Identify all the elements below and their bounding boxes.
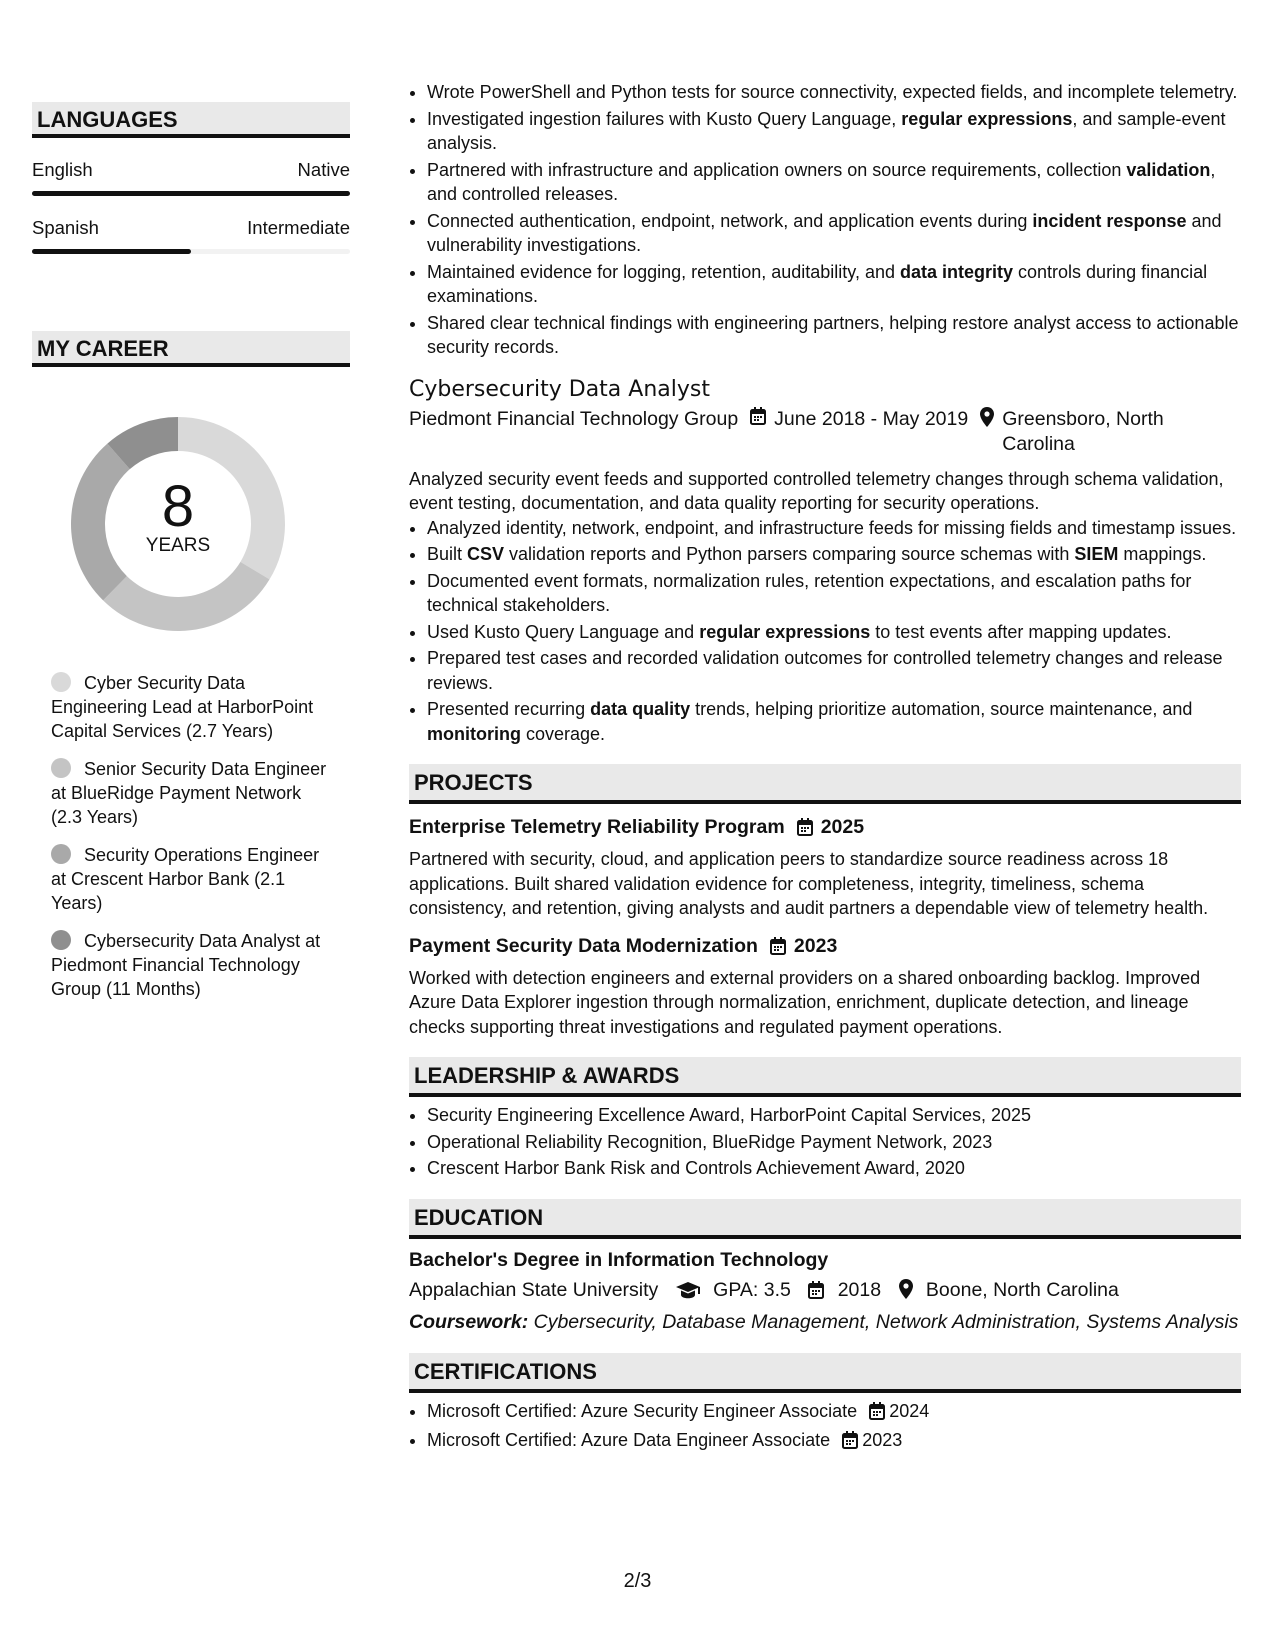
bullet-item	[427, 646, 1241, 695]
legend-dot	[51, 758, 71, 778]
education-location: Boone, North Carolina	[925, 1278, 1119, 1301]
career-legend-item	[51, 757, 331, 829]
language-name: English	[32, 159, 93, 180]
award-item: • Crescent Harbor Bank Risk and Controls Achievement Award, 2020	[427, 1156, 1241, 1181]
page-number: 2/3	[623, 1570, 652, 1592]
job-company: Piedmont Financial Technology Group	[409, 407, 739, 430]
bullet-emphasis: data quality	[590, 699, 691, 719]
project-title: Payment Security Data Modernization	[409, 934, 758, 957]
certification-year: 2023	[862, 1430, 903, 1450]
language-proficiency-bar	[32, 191, 350, 196]
language-proficiency-bar	[32, 249, 350, 254]
bullet-emphasis: SIEM	[1074, 544, 1119, 564]
legend-dot	[51, 844, 71, 864]
calendar-icon	[770, 936, 786, 962]
bullet-text: Investigated ingestion failures with Kusto Query Language,	[427, 108, 902, 129]
left-column	[32, 102, 350, 1015]
certification-item	[427, 1428, 1241, 1456]
location-pin-icon	[980, 407, 994, 457]
certifications-list	[409, 1399, 1241, 1456]
bullet-emphasis: monitoring	[427, 723, 521, 744]
career-legend-label: Senior Security Data Engineer at BlueRidge Payment Network (2.3 Years)	[51, 759, 327, 827]
bullet-text: validation reports and Python parsers comparing source schemas with	[504, 544, 1075, 564]
bullet-item	[427, 107, 1241, 156]
education-coursework	[409, 1310, 1241, 1335]
career-legend-item	[51, 843, 331, 915]
language-name: Spanish	[32, 217, 99, 238]
education-heading: EDUCATION	[409, 1199, 1241, 1239]
project-description: Worked with detection engineers and external providers on a shared onboarding backlog. Improved Azure Data Explorer ingestion through normalization, enrichment, duplicate detection, and lineage checks supporting threat investigations and regulated payment operations.	[409, 967, 1201, 1037]
bullet-text: Built	[427, 544, 468, 564]
career-total-unit: YEARS	[145, 535, 211, 556]
bullet-text: , and controlled releases.	[427, 159, 1216, 204]
language-proficiency-fill	[32, 249, 191, 254]
bullet-text: and vulnerability investigations.	[427, 210, 1222, 255]
career-legend-item	[51, 929, 331, 1001]
career-legend	[32, 671, 350, 1001]
bullet-text: Analyzed identity, network, endpoint, and infrastructure feeds for missing fields and timestamp issues.	[427, 517, 1237, 538]
coursework-text: Cybersecurity, Database Management, Network Administration, Systems Analysis	[533, 1310, 1239, 1333]
bullet-text: , and sample-event analysis.	[427, 108, 1226, 153]
job-bullets	[409, 516, 1241, 747]
certification-name: Microsoft Certified: Azure Security Engineer Associate	[427, 1400, 858, 1421]
calendar-icon	[797, 817, 813, 843]
bullet-text: Prepared test cases and recorded validation outcomes for controlled telemetry changes and release reviews.	[427, 648, 1223, 693]
bullet-text: Used Kusto Query Language and	[427, 621, 700, 642]
certification-name: Microsoft Certified: Azure Data Engineer Associate	[427, 1430, 831, 1450]
language-item	[32, 158, 350, 196]
career-heading: MY CAREER	[32, 331, 350, 367]
career-legend-label: Cyber Security Data Engineering Lead at HarborPoint Capital Services (2.7 Years)	[51, 673, 314, 741]
project-title: Enterprise Telemetry Reliability Program	[409, 816, 785, 838]
language-item	[32, 216, 350, 254]
projects-list	[409, 814, 1241, 1039]
right-column	[409, 80, 1241, 1458]
education-gpa: GPA: 3.5	[713, 1278, 791, 1301]
bullet-text: Wrote PowerShell and Python tests for source connectivity, expected fields, and incomplete telemetry.	[427, 82, 1238, 102]
bullet-emphasis: CSV	[467, 544, 505, 564]
bullet-item	[427, 158, 1241, 207]
education-degree: Bachelor's Degree in Information Technology	[409, 1248, 829, 1271]
job-dates: June 2018 - May 2019	[774, 407, 969, 430]
language-level: Intermediate	[247, 217, 350, 238]
bullet-text: to test events after mapping updates.	[870, 621, 1172, 642]
award-item: • Operational Reliability Recognition, BlueRidge Payment Network, 2023	[427, 1130, 1241, 1155]
career-legend-label: Security Operations Engineer at Crescent Harbor Bank (2.1 Years)	[51, 845, 320, 913]
award-item: • Security Engineering Excellence Award, HarborPoint Capital Services, 2025	[427, 1103, 1241, 1128]
education-year: 2018	[837, 1278, 882, 1301]
language-level: Native	[297, 159, 350, 180]
bullet-text: Shared clear technical findings with engineering partners, helping restore analyst access to actionable security records.	[427, 312, 1239, 357]
job-meta	[409, 407, 1241, 457]
career-legend-label: Cybersecurity Data Analyst at Piedmont Financial Technology Group (11 Months)	[51, 931, 321, 999]
education-meta	[409, 1277, 1241, 1306]
job-summary: Analyzed security event feeds and supported controlled telemetry changes through schema validation, event testing, documentation, and data quality reporting for security operations.	[409, 468, 1224, 513]
bullet-item	[427, 260, 1241, 309]
legend-dot	[51, 672, 71, 692]
project-description: Partnered with security, cloud, and application peers to standardize source readiness across 18 applications. Built shared validation evidence for completeness, integrity, timeliness, schema consistency, and retention, giving analysts and audit partners a dependable view of telemetry health.	[409, 849, 1209, 918]
calendar-icon	[750, 407, 766, 457]
bullet-text: Partnered with infrastructure and application owners on source requirements, collection	[427, 159, 1127, 180]
bullet-item	[427, 311, 1241, 360]
career-total-number: 8	[161, 474, 195, 539]
calendar-icon	[869, 1402, 885, 1427]
bullet-item	[427, 620, 1241, 645]
bullet-text: controls during financial examinations.	[427, 261, 1208, 306]
languages-heading: LANGUAGES	[32, 102, 350, 138]
legend-dot	[51, 930, 71, 950]
leadership-heading: LEADERSHIP & AWARDS	[409, 1057, 1241, 1097]
previous-job-bullets	[409, 80, 1241, 360]
graduation-cap-icon	[676, 1280, 700, 1306]
certification-year: 2024	[889, 1400, 930, 1421]
career-donut	[63, 409, 293, 639]
projects-heading: PROJECTS	[409, 764, 1241, 804]
location-pin-icon	[899, 1279, 913, 1306]
bullet-item	[427, 569, 1241, 618]
bullet-item	[427, 542, 1241, 567]
bullet-text: trends, helping prioritize automation, source maintenance, and	[690, 699, 1193, 719]
certifications-heading: CERTIFICATIONS	[409, 1353, 1241, 1393]
bullet-item	[427, 516, 1241, 541]
bullet-emphasis: regular expressions	[901, 108, 1073, 129]
bullet-emphasis: regular expressions	[699, 621, 871, 642]
bullet-text: coverage.	[520, 723, 606, 744]
donut-segment	[103, 562, 269, 631]
bullet-item	[427, 209, 1241, 258]
coursework-label: Coursework:	[409, 1310, 529, 1333]
project-item	[409, 933, 1241, 1040]
calendar-icon	[808, 1280, 824, 1306]
bullet-text: Maintained evidence for logging, retention, auditability, and	[427, 261, 900, 282]
bullet-text: Connected authentication, endpoint, network, and application events during	[427, 210, 1033, 231]
project-year: 2023	[793, 934, 838, 957]
project-item	[409, 814, 1241, 921]
bullet-text: Documented event formats, normalization rules, retention expectations, and escalation paths for technical stakeholders.	[427, 570, 1192, 615]
education-school: Appalachian State University	[409, 1278, 659, 1301]
bullet-emphasis: data integrity	[899, 261, 1014, 282]
bullet-text: Presented recurring	[427, 699, 591, 719]
job-location: Greensboro, North Carolina	[1002, 407, 1164, 455]
leadership-list	[409, 1103, 1241, 1181]
languages-list	[32, 158, 350, 254]
language-proficiency-fill	[32, 191, 350, 196]
bullet-item	[427, 697, 1241, 746]
bullet-emphasis: incident response	[1032, 210, 1187, 231]
bullet-emphasis: validation	[1126, 159, 1211, 180]
calendar-icon	[842, 1431, 858, 1456]
project-year: 2025	[820, 816, 865, 838]
career-legend-item	[51, 671, 331, 743]
bullet-text: mappings.	[1118, 544, 1207, 564]
job-title: Cybersecurity Data Analyst	[409, 376, 710, 402]
certification-item	[427, 1399, 1241, 1427]
bullet-item	[427, 80, 1241, 105]
